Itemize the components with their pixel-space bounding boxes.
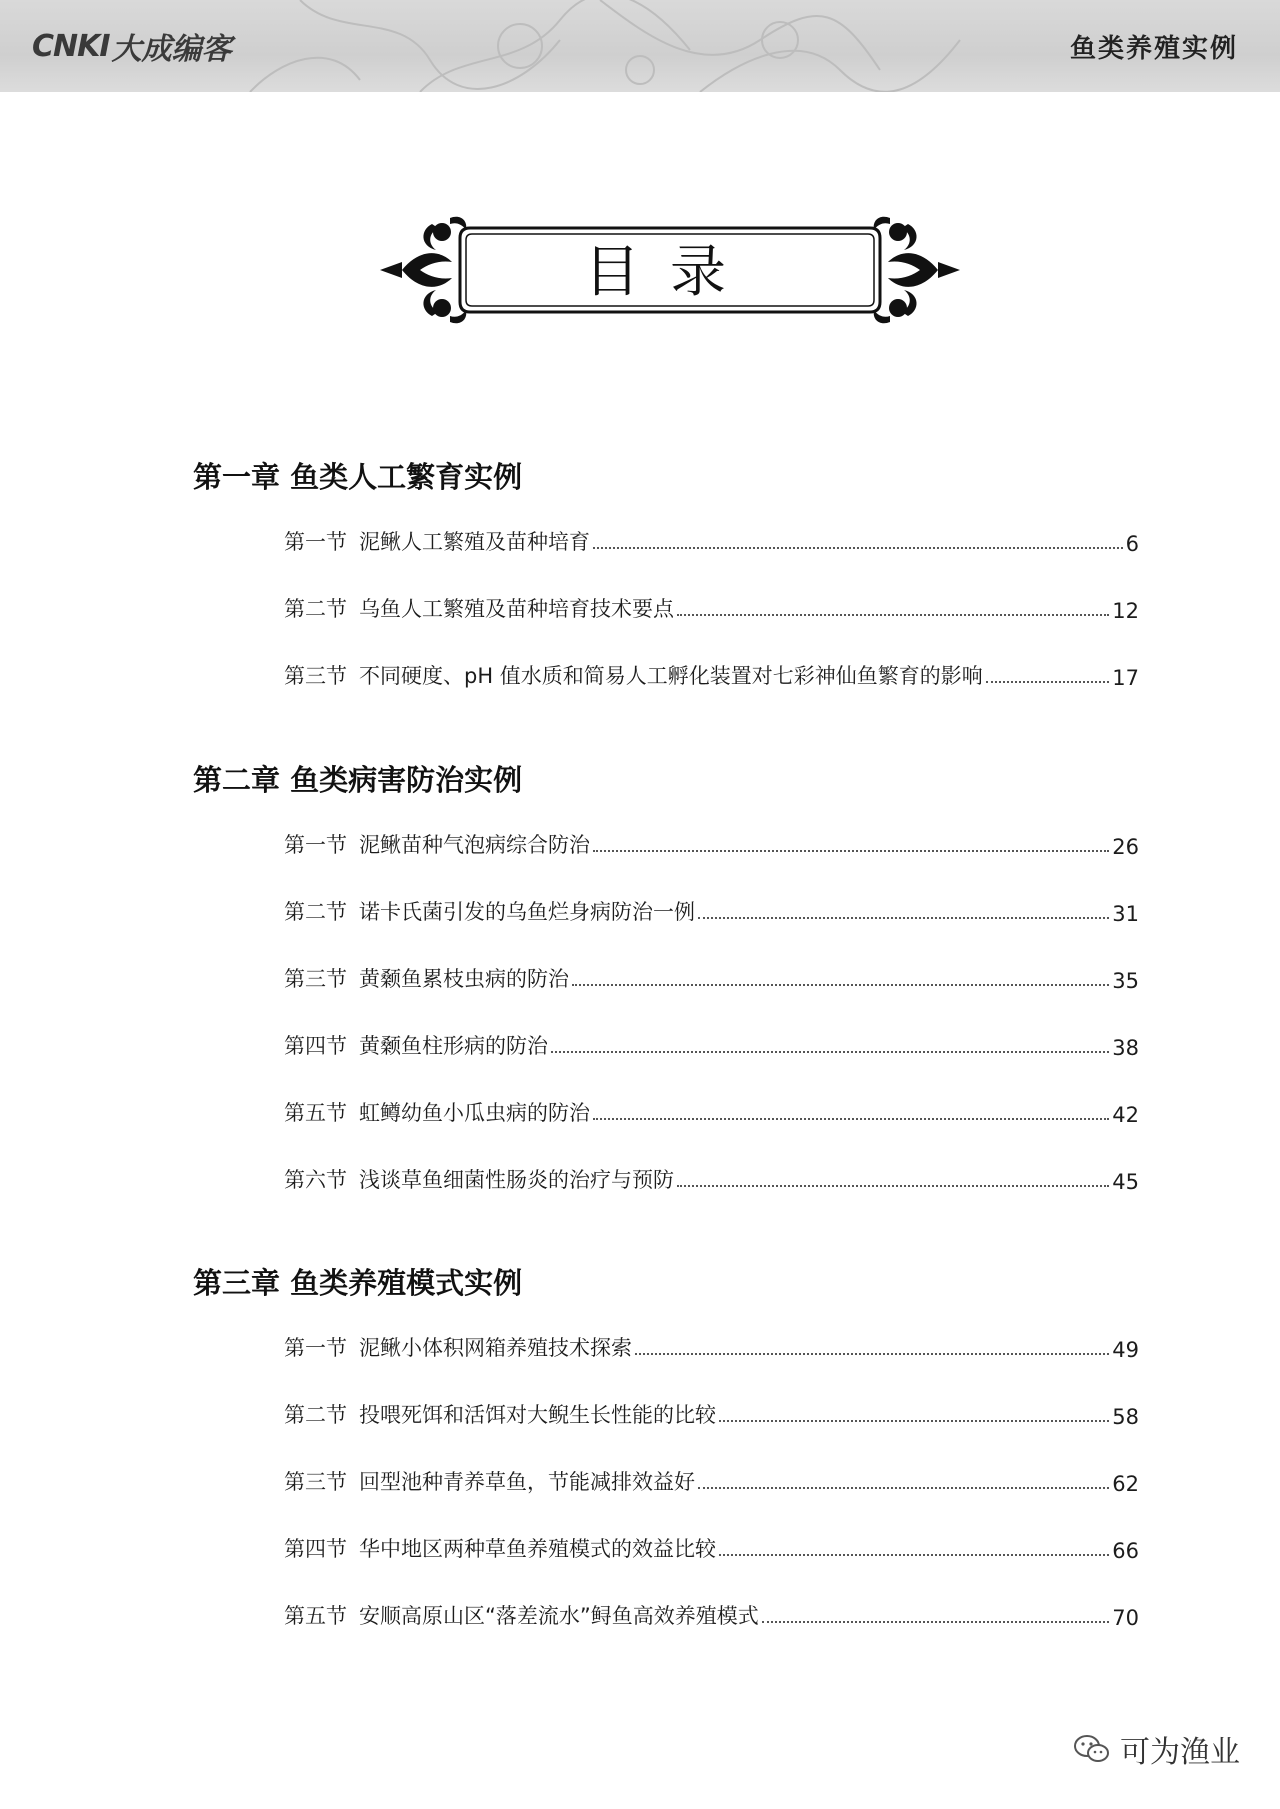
section-title: 泥鳅苗种气泡病综合防治 — [359, 833, 590, 857]
brand-logo — [32, 26, 232, 66]
section-title: 黄颡鱼累枝虫病的防治 — [359, 967, 569, 991]
toc-entry[interactable] — [284, 1026, 1139, 1060]
page-number: 6 — [1125, 532, 1139, 556]
dot-leader — [593, 1118, 1109, 1120]
page-number: 38 — [1112, 1036, 1139, 1060]
dot-leader — [986, 681, 1109, 683]
dot-leader — [677, 1185, 1109, 1187]
toc-entry[interactable] — [284, 1596, 1139, 1630]
page-number: 66 — [1112, 1539, 1139, 1563]
toc-entry[interactable] — [284, 1160, 1139, 1194]
section-label: 第五节 — [284, 1101, 347, 1125]
toc-entry[interactable] — [284, 1462, 1139, 1496]
wechat-watermark — [1074, 1727, 1240, 1771]
section-label: 第六节 — [284, 1168, 347, 1192]
section-label: 第四节 — [284, 1034, 347, 1058]
section-title: 华中地区两种草鱼养殖模式的效益比较 — [359, 1537, 716, 1561]
page-number: 62 — [1112, 1472, 1139, 1496]
dot-leader — [762, 1621, 1110, 1623]
page-number: 49 — [1112, 1338, 1139, 1362]
section-title: 回型池种青养草鱼，节能减排效益好 — [359, 1470, 695, 1494]
dot-leader — [635, 1353, 1109, 1355]
page-number: 35 — [1112, 969, 1139, 993]
wechat-icon — [1074, 1734, 1110, 1764]
section-label: 第一节 — [284, 530, 347, 554]
section-label: 第五节 — [284, 1604, 347, 1628]
toc-entry[interactable] — [284, 1395, 1139, 1429]
watermark-text: 可为渔业 — [1120, 1735, 1240, 1770]
section-title: 安顺高原山区“落差流水”鲟鱼高效养殖模式 — [359, 1604, 759, 1628]
section-title: 不同硬度、pH 值水质和简易人工孵化装置对七彩神仙鱼繁育的影响 — [359, 664, 983, 688]
toc-entry[interactable] — [284, 892, 1139, 926]
toc-entry[interactable] — [284, 656, 1139, 690]
page-header — [0, 0, 1280, 92]
page-number: 26 — [1112, 835, 1139, 859]
page-number: 17 — [1112, 666, 1139, 690]
section-title: 虹鳟幼鱼小瓜虫病的防治 — [359, 1101, 590, 1125]
section-title: 泥鳅人工繁殖及苗种培育 — [359, 530, 590, 554]
section-title: 诺卡氏菌引发的乌鱼烂身病防治一例 — [359, 900, 695, 924]
dot-leader — [719, 1554, 1109, 1556]
brand-name: 大成编客 — [111, 32, 232, 67]
chapter-2-heading: 第二章 鱼类病害防治实例 — [193, 763, 523, 797]
section-label: 第三节 — [284, 664, 347, 688]
left-ornament-icon — [380, 217, 466, 324]
brand-cnki: CNKI — [32, 28, 110, 64]
page-number: 12 — [1112, 599, 1139, 623]
section-label: 第三节 — [284, 967, 347, 991]
dot-leader — [698, 1487, 1109, 1489]
section-label: 第三节 — [284, 1470, 347, 1494]
section-label: 第二节 — [284, 1403, 347, 1427]
page-number: 70 — [1112, 1606, 1139, 1630]
page-number: 31 — [1112, 902, 1139, 926]
right-ornament-icon — [874, 217, 960, 324]
dot-leader — [677, 614, 1109, 616]
page-number: 42 — [1112, 1103, 1139, 1127]
toc-entry[interactable] — [284, 1093, 1139, 1127]
dot-leader — [719, 1420, 1109, 1422]
toc-entry[interactable] — [284, 1328, 1139, 1362]
dot-leader — [593, 850, 1109, 852]
section-title: 泥鳅小体积网箱养殖技术探索 — [359, 1336, 632, 1360]
section-label: 第二节 — [284, 597, 347, 621]
toc-entry[interactable] — [284, 825, 1139, 859]
section-title: 投喂死饵和活饵对大鲵生长性能的比较 — [359, 1403, 716, 1427]
section-label: 第二节 — [284, 900, 347, 924]
section-title: 黄颡鱼柱形病的防治 — [359, 1034, 548, 1058]
page-number: 45 — [1112, 1170, 1139, 1194]
toc-entry[interactable] — [284, 959, 1139, 993]
section-title: 乌鱼人工繁殖及苗种培育技术要点 — [359, 597, 674, 621]
dot-leader — [698, 917, 1109, 919]
toc-entry[interactable] — [284, 1529, 1139, 1563]
toc-title: 目录 — [584, 240, 756, 305]
chapter-1-heading: 第一章 鱼类人工繁育实例 — [193, 460, 523, 494]
chapter-3-heading: 第三章 鱼类养殖模式实例 — [193, 1266, 523, 1300]
section-title: 浅谈草鱼细菌性肠炎的治疗与预防 — [359, 1168, 674, 1192]
toc-entry[interactable] — [284, 589, 1139, 623]
dot-leader — [593, 547, 1123, 549]
section-label: 第四节 — [284, 1537, 347, 1561]
section-label: 第一节 — [284, 1336, 347, 1360]
book-title: 鱼类养殖实例 — [1069, 34, 1238, 64]
page-number: 58 — [1112, 1405, 1139, 1429]
dot-leader — [551, 1051, 1109, 1053]
dot-leader — [572, 984, 1109, 986]
section-label: 第一节 — [284, 833, 347, 857]
toc-entry[interactable] — [284, 522, 1139, 556]
